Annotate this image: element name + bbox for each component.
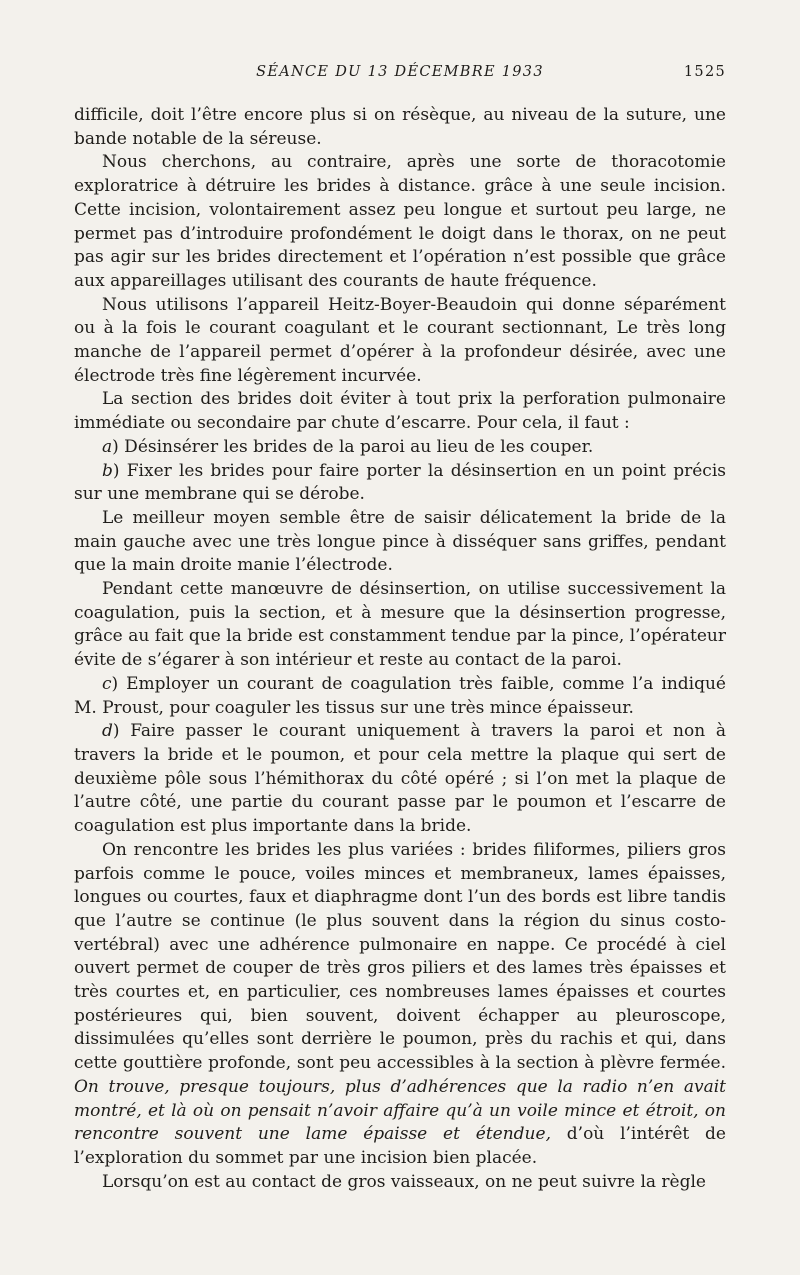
- list-marker-c: c: [102, 673, 112, 694]
- paragraph-8: Lorsqu’on est au contact de gros vaisseaux, on ne peut suivre la règle: [102, 1171, 706, 1192]
- paragraph-2: Nous cherchons, au contraire, après une sorte de thoracotomie exploratrice à détruire les brides à distance. grâce à une seule incision. Cette incision, volontairement assez peu longue et surtout peu large, ne permet pas d’introduire profondément le doigt dans le thorax, on ne peut pas agir sur les brides directement et l’opération n’est possible que grâce aux appareillages utilisant des courants de haute fréquence.: [74, 152, 726, 291]
- page-header: [0, 64, 800, 84]
- paragraph-5: Le meilleur moyen semble être de saisir délicatement la bride de la main gauche avec une très longue pince à disséquer sans griffes, pendant que la main droite manie l’électrode.: [74, 507, 726, 576]
- paragraph-6: Pendant cette manœuvre de désinsertion, on utilise successivement la coagulation, puis la section, et à mesure que la désinsertion progresse, grâce au fait que la bride est constamment tendue par la pince, l’opérateur évite de s’égarer à son intérieur et reste au contact de la paroi.: [74, 579, 726, 671]
- list-item-d: d) Faire passer le courant uniquement à travers la paroi et non à travers la bride et le poumon, et pour cela mettre la plaque qui sert de deuxième pôle sous l’hémithorax du côté opéré ; si l’on met la plaque de l’autre côté, une partie du courant passe par le poumon et l’escarre de coagulation est plus importante dans la bride.: [74, 721, 726, 837]
- list-marker-d: d: [102, 721, 113, 742]
- running-head: SÉANCE DU 13 DÉCEMBRE 1933: [256, 64, 544, 80]
- list-item-c: c) Employer un courant de coagulation très faible, comme l’a indiqué M. Proust, pour coaguler les tissus sur une très mince épaisseur.: [74, 673, 726, 718]
- paragraph-1: difficile, doit l’être encore plus si on résèque, au niveau de la suture, une bande notable de la séreuse.: [74, 105, 726, 149]
- list-marker-b: b: [102, 460, 113, 481]
- paragraph-3: Nous utilisons l’appareil Heitz-Boyer-Beaudoin qui donne séparément ou à la fois le courant coagulant et le courant sectionnant, Le très long manche de l’appareil permet d’opérer à la profondeur désirée, avec une électrode très fine légèrement incurvée.: [74, 294, 726, 386]
- page-number: 1525: [683, 64, 726, 80]
- body-text: [74, 104, 726, 1194]
- list-marker-a: a: [102, 436, 113, 457]
- list-item-a: a) Désinsérer les brides de la paroi au lieu de les couper.: [102, 436, 594, 457]
- list-item-b: b) Fixer les brides pour faire porter la désinsertion en un point précis sur une membrane qui se dérobe.: [74, 460, 726, 505]
- paragraph-7: On rencontre les brides les plus variées : brides filiformes, piliers gros parfois comme le pouce, voiles minces et membraneux, lames épaisses, longues ou courtes, faux et diaphragme dont l’un des bords est libre tandis que l’autre se continue (le plus souvent dans la région du sinus costo-vertébral) avec une adhérence pulmonaire en nappe. Ce procédé à ciel ouvert permet de couper de très gros piliers et des lames très épaisses et très courtes et, en particulier, ces nombreuses lames épaisses et courtes postérieures qui, bien souvent, doivent échapper au pleuroscope, dissimulées qu’elles sont derrière le poumon, près du rachis et qui, dans cette gouttière profonde, sont peu accessibles à la section à plèvre fermée. On trouve, presque toujours, plus d’adhérences que la radio n’en avait montré, et là où on pensait n’avoir affaire qu’à un voile mince et étroit, on rencontre souvent une lame épaisse et étendue, d’où l’intérêt de l’exploration du sommet par une incision bien placée.: [74, 839, 726, 1168]
- paragraph-4: La section des brides doit éviter à tout prix la perforation pulmonaire immédiate ou secondaire par chute d’escarre. Pour cela, il faut :: [74, 389, 726, 434]
- italic-passage: On trouve, presque toujours, plus d’adhérences que la radio n’en avait montré, et là où on pensait n’avoir affaire qu’à un voile mince et étroit, on rencontre souvent une lame épaisse et étendue,: [74, 1076, 726, 1145]
